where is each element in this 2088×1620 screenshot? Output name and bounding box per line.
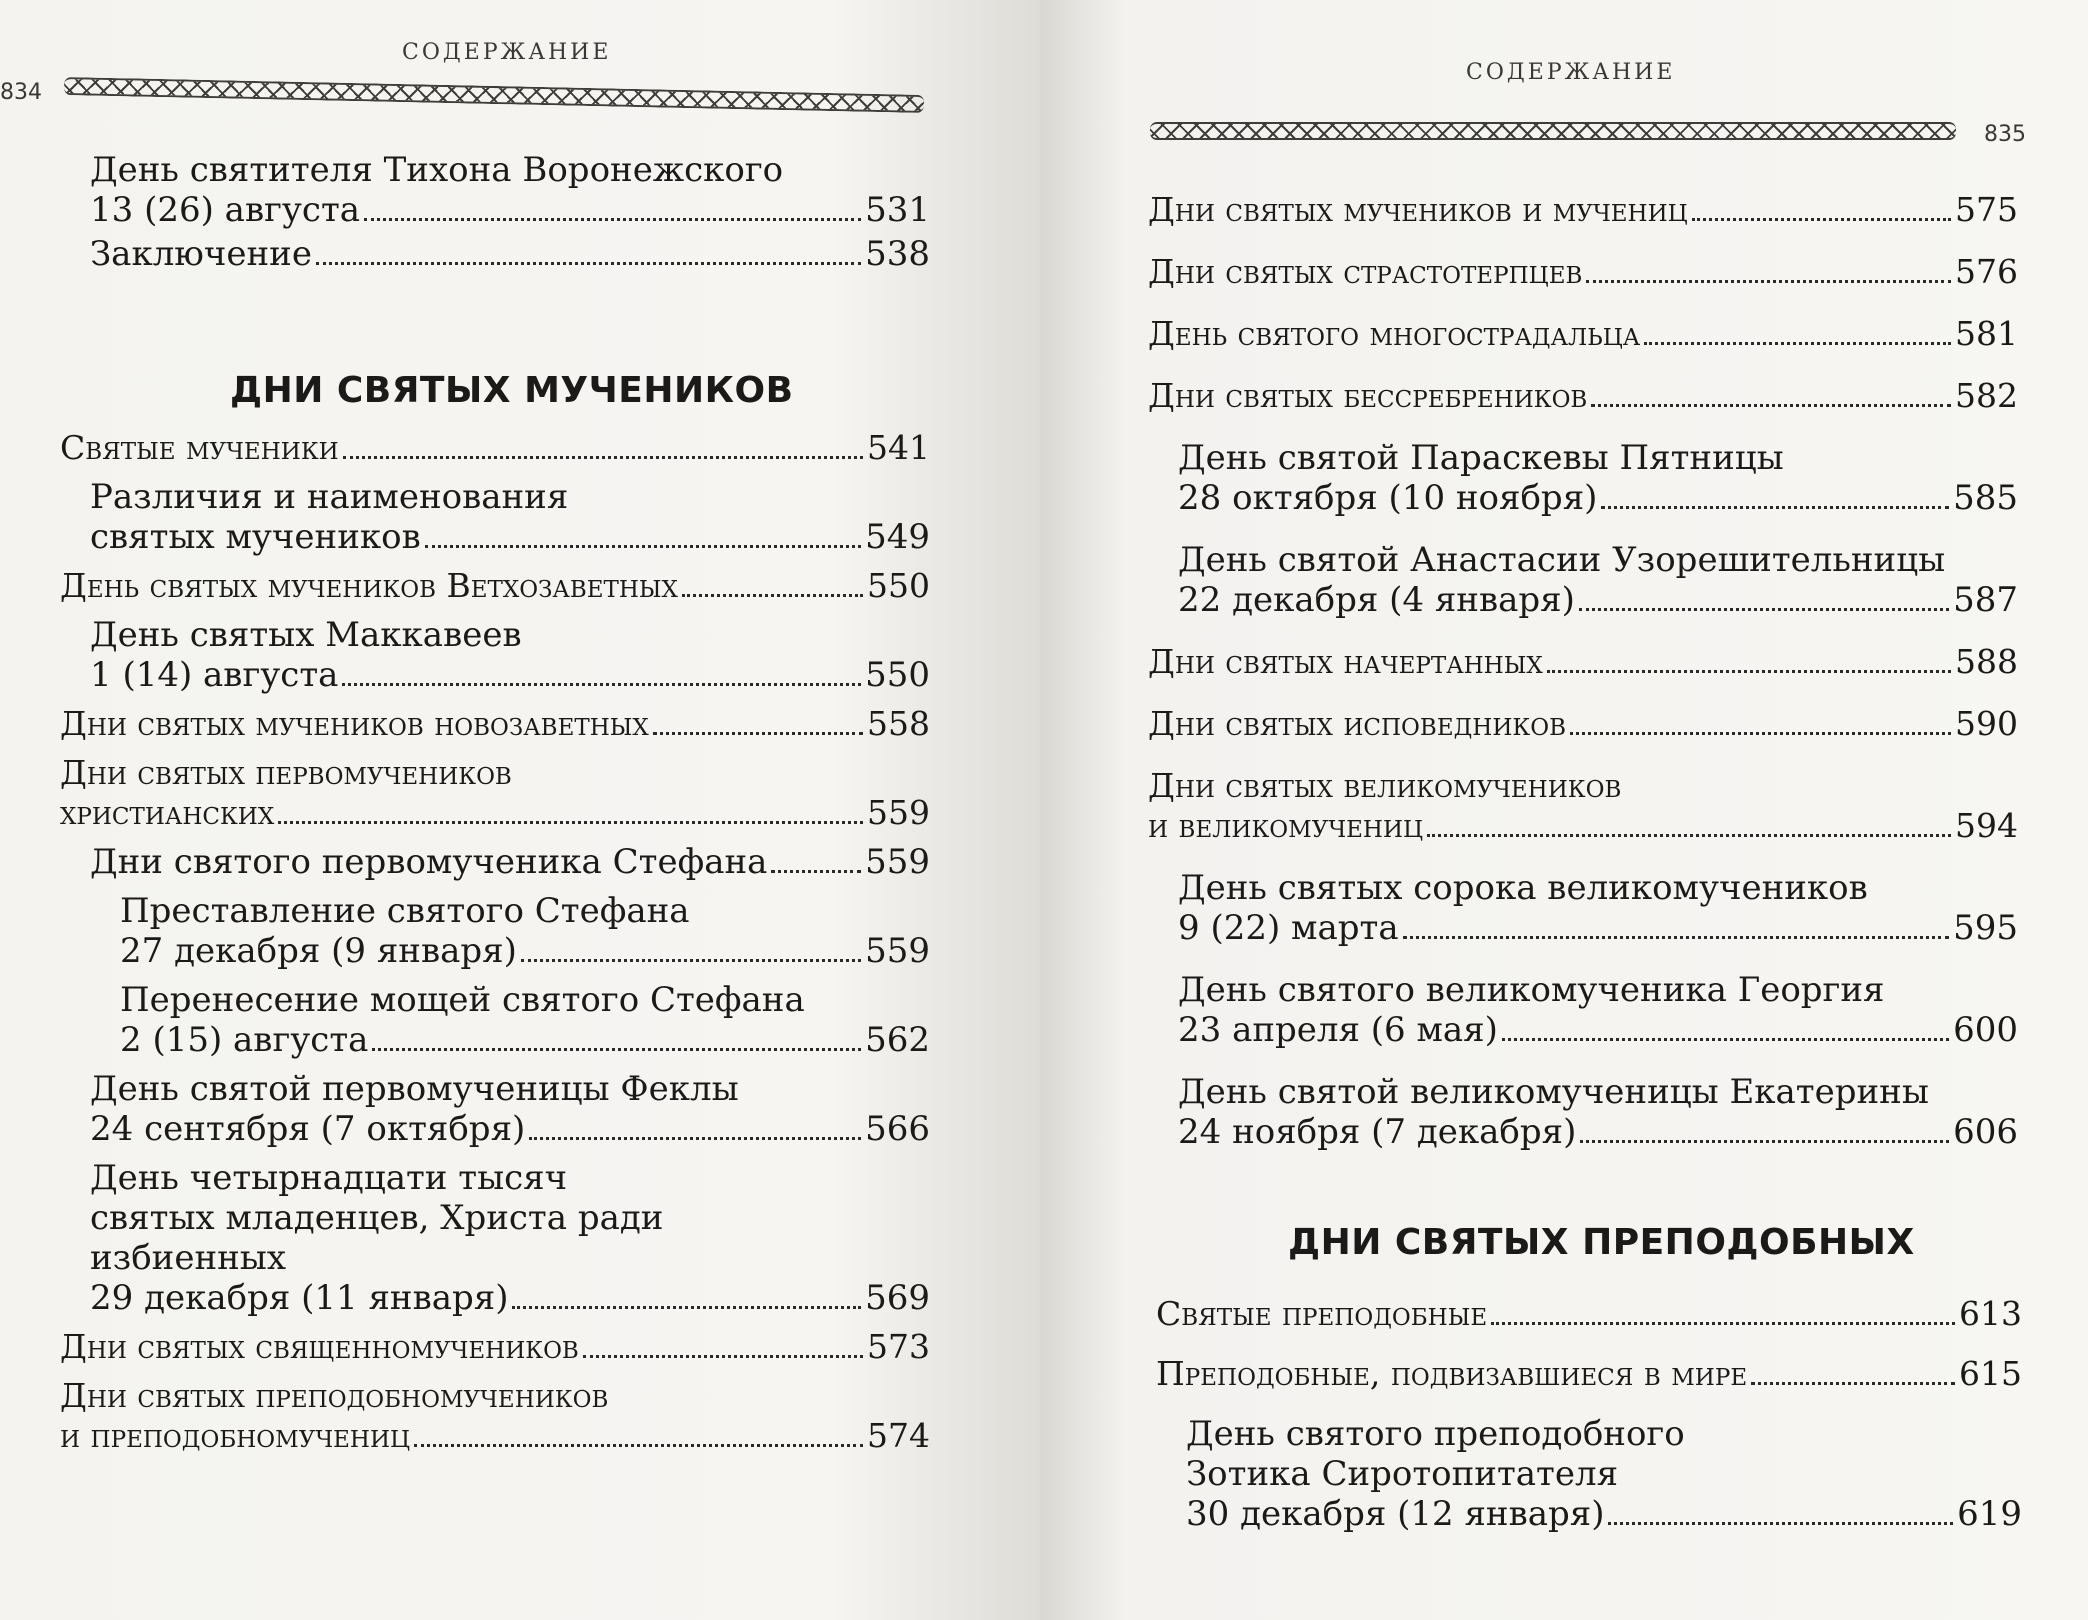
dot-leader xyxy=(1586,280,1951,283)
toc-page-number: 588 xyxy=(1955,642,2018,681)
toc-entry-line xyxy=(90,1198,930,1238)
dot-leader xyxy=(1692,218,1951,221)
toc-entry xyxy=(1148,766,2018,846)
toc-entry xyxy=(60,753,930,833)
toc-entry xyxy=(60,566,930,606)
toc-list xyxy=(1156,1294,2022,1554)
toc-entry-text: 9 (22) марта xyxy=(1178,908,1399,948)
toc-entry xyxy=(60,1327,930,1367)
toc-entry xyxy=(1178,438,2018,518)
toc-entry xyxy=(60,704,930,744)
dot-leader xyxy=(521,959,861,962)
toc-entry-line xyxy=(60,1416,930,1456)
dot-leader xyxy=(653,732,863,735)
toc-entry-line xyxy=(1156,1294,2022,1334)
toc-entry xyxy=(90,842,930,882)
toc-entry-line xyxy=(1148,766,2018,806)
dot-leader xyxy=(1502,1038,1949,1041)
toc-entry-line xyxy=(1186,1414,2022,1454)
toc-page-number: 562 xyxy=(865,1020,930,1060)
toc-entry xyxy=(90,234,930,274)
toc-page-number: 606 xyxy=(1953,1112,2018,1152)
running-head: СОДЕРЖАНИЕ xyxy=(402,40,612,65)
toc-entry-text: Дни святых мучеников новозаветных xyxy=(60,704,649,743)
toc-entry-line xyxy=(90,190,930,230)
toc-entry-text: День святителя Тихона Воронежского xyxy=(90,150,784,190)
toc-entry xyxy=(1148,252,2018,292)
toc-page-number: 594 xyxy=(1955,806,2018,845)
toc-entry xyxy=(1178,1072,2018,1152)
toc-entry-line xyxy=(90,517,930,557)
toc-page-number: 619 xyxy=(1957,1494,2022,1534)
toc-entry-text: 24 сентября (7 октября) xyxy=(90,1109,526,1149)
toc-entry-line xyxy=(1148,252,2018,292)
toc-entry xyxy=(1148,314,2018,354)
toc-entry-line xyxy=(60,1376,930,1416)
toc-entry-line xyxy=(1178,438,2018,478)
toc-entry-line xyxy=(90,477,930,517)
dot-leader xyxy=(425,545,861,548)
toc-entry-line xyxy=(1148,642,2018,682)
dot-leader xyxy=(1591,404,1951,407)
toc-entry-text: 30 декабря (12 января) xyxy=(1186,1494,1605,1534)
toc-entry-line xyxy=(1178,478,2018,518)
toc-entry-line xyxy=(120,980,930,1020)
toc-list xyxy=(60,428,930,1465)
toc-entry-text: 24 ноября (7 декабря) xyxy=(1178,1112,1577,1152)
toc-page-number: 541 xyxy=(867,428,930,467)
toc-entry-text: Различия и наименования xyxy=(90,477,569,517)
section-title: ДНИ СВЯТЫХ ПРЕПОДОБНЫХ xyxy=(1288,1222,1915,1263)
dot-leader xyxy=(583,1355,863,1358)
dot-leader xyxy=(1608,1522,1953,1525)
toc-list xyxy=(1148,190,2018,1174)
toc-page-number: 582 xyxy=(1955,376,2018,415)
dot-leader xyxy=(364,218,861,221)
toc-entry-text: 13 (26) августа xyxy=(90,190,361,230)
toc-entry-line xyxy=(90,1069,930,1109)
toc-entry-line xyxy=(120,891,930,931)
toc-entry-text: День святых Маккавеев xyxy=(90,615,522,655)
toc-entry-text: День святых сорока великомучеников xyxy=(1178,868,1868,908)
toc-entry-line xyxy=(1178,580,2018,620)
toc-entry-text: День святого преподобного xyxy=(1186,1414,1685,1454)
toc-entry xyxy=(1148,704,2018,744)
dot-leader xyxy=(414,1444,863,1447)
section-title: ДНИ СВЯТЫХ МУЧЕНИКОВ xyxy=(230,370,794,411)
toc-page-number: 615 xyxy=(1959,1354,2022,1393)
toc-entry-text: Дни святых священномучеников xyxy=(60,1327,579,1366)
toc-entry-text: христианских xyxy=(60,793,275,832)
toc-entry-text: День святого великомученика Георгия xyxy=(1178,970,1885,1010)
page-number: 834 xyxy=(0,80,42,105)
toc-page-number: 585 xyxy=(1953,478,2018,518)
toc-entry xyxy=(1148,642,2018,682)
toc-entry-line xyxy=(90,234,930,274)
dot-leader xyxy=(1570,732,1951,735)
toc-entry-line xyxy=(1178,1072,2018,1112)
toc-entry xyxy=(90,1158,930,1318)
toc-entry-text: Святые мученики xyxy=(60,428,339,467)
toc-entry-text: День святой первомученицы Феклы xyxy=(90,1069,739,1109)
toc-entry xyxy=(90,1069,930,1149)
toc-page-number: 559 xyxy=(865,931,930,971)
dot-leader xyxy=(512,1306,861,1309)
toc-entry-text: Дни святых начертанных xyxy=(1148,642,1543,681)
toc-entry-text: 1 (14) августа xyxy=(90,655,339,695)
toc-entry-line xyxy=(1148,806,2018,846)
toc-entry-line xyxy=(1178,868,2018,908)
toc-entry-line xyxy=(1148,704,2018,744)
toc-entry-line xyxy=(1186,1494,2022,1534)
dot-leader xyxy=(343,456,863,459)
toc-entry-text: Дни святого первомученика Стефана xyxy=(90,842,768,882)
toc-page-number: 549 xyxy=(865,517,930,557)
toc-entry-text: Дни святых исповедников xyxy=(1148,704,1566,743)
toc-entry xyxy=(1156,1354,2022,1394)
toc-list xyxy=(60,150,930,278)
dot-leader xyxy=(278,821,863,824)
toc-entry-line xyxy=(1178,970,2018,1010)
toc-page-number: 581 xyxy=(1955,314,2018,353)
toc-page-number: 558 xyxy=(867,704,930,743)
toc-entry-text: Дни святых великомучеников xyxy=(1148,766,1622,805)
toc-entry-line xyxy=(1156,1354,2022,1394)
dot-leader xyxy=(1601,506,1949,509)
toc-entry-text: День святой великомученицы Екатерины xyxy=(1178,1072,1929,1112)
dot-leader xyxy=(1580,1140,1949,1143)
toc-entry xyxy=(1186,1414,2022,1534)
toc-entry-text: Преставление святого Стефана xyxy=(120,891,690,931)
toc-entry-text: 28 октября (10 ноября) xyxy=(1178,478,1598,518)
toc-entry xyxy=(60,1376,930,1456)
dot-leader xyxy=(342,683,861,686)
toc-entry-line xyxy=(90,1109,930,1149)
toc-entry-text: Дни святых преподобномучеников xyxy=(60,1376,609,1415)
toc-entry xyxy=(1156,1294,2022,1334)
toc-entry xyxy=(120,980,930,1060)
dot-leader xyxy=(1547,670,1951,673)
right-page xyxy=(1040,0,2088,1620)
toc-entry-line xyxy=(120,931,930,971)
dot-leader xyxy=(372,1048,861,1051)
running-head: СОДЕРЖАНИЕ xyxy=(1466,60,1676,85)
dot-leader xyxy=(771,870,861,873)
toc-page-number: 575 xyxy=(1955,190,2018,229)
toc-entry xyxy=(60,428,930,468)
toc-entry-text: Перенесение мощей святого Стефана xyxy=(120,980,805,1020)
toc-entry-line xyxy=(60,1327,930,1367)
toc-entry-line xyxy=(60,753,930,793)
toc-entry-line xyxy=(90,150,930,190)
toc-entry-text: Заключение xyxy=(90,234,312,274)
toc-entry-line xyxy=(1178,540,2018,580)
toc-entry xyxy=(120,891,930,971)
page-number: 835 xyxy=(1984,122,2026,147)
ornament-divider xyxy=(1150,122,1956,140)
toc-entry xyxy=(1178,540,2018,620)
toc-page-number: 587 xyxy=(1953,580,2018,620)
toc-page-number: 613 xyxy=(1959,1294,2022,1333)
toc-entry xyxy=(1148,190,2018,230)
toc-entry-text: День святого многострадальца xyxy=(1148,314,1641,353)
dot-leader xyxy=(682,594,863,597)
toc-entry xyxy=(1178,868,2018,948)
toc-entry-text: День святых мучеников Ветхозаветных xyxy=(60,566,678,605)
dot-leader xyxy=(1403,936,1949,939)
toc-entry-text: святых мучеников xyxy=(90,517,421,557)
toc-entry-line xyxy=(1186,1454,2022,1494)
toc-entry-text: 23 апреля (6 мая) xyxy=(1178,1010,1498,1050)
dot-leader xyxy=(1491,1322,1955,1325)
toc-entry xyxy=(90,150,930,230)
dot-leader xyxy=(1644,342,1951,345)
toc-entry-line xyxy=(90,1238,930,1278)
left-page xyxy=(0,0,1040,1620)
toc-entry-text: День святой Параскевы Пятницы xyxy=(1178,438,1784,478)
toc-entry-text: 2 (15) августа xyxy=(120,1020,369,1060)
toc-entry xyxy=(1148,376,2018,416)
toc-entry-text: День четырнадцати тысяч xyxy=(90,1158,568,1198)
toc-entry-line xyxy=(1148,376,2018,416)
toc-entry-line xyxy=(90,615,930,655)
toc-entry-line xyxy=(90,655,930,695)
toc-entry-line xyxy=(60,428,930,468)
toc-entry xyxy=(90,615,930,695)
toc-page-number: 574 xyxy=(867,1416,930,1455)
toc-page-number: 559 xyxy=(865,842,930,882)
toc-page-number: 590 xyxy=(1955,704,2018,743)
toc-entry-line xyxy=(60,566,930,606)
dot-leader xyxy=(1751,1382,1955,1385)
toc-entry-text: Святые преподобные xyxy=(1156,1294,1488,1333)
toc-entry-text: 27 декабря (9 января) xyxy=(120,931,517,971)
toc-page-number: 595 xyxy=(1953,908,2018,948)
toc-entry-line xyxy=(1148,314,2018,354)
toc-entry-text: Дни святых бессребреников xyxy=(1148,376,1588,415)
toc-entry-text: Зотика Сиротопитателя xyxy=(1186,1454,1619,1494)
toc-entry-text: Дни святых страстотерпцев xyxy=(1148,252,1583,291)
toc-page-number: 576 xyxy=(1955,252,2018,291)
toc-entry-line xyxy=(60,793,930,833)
toc-entry-line xyxy=(90,842,930,882)
toc-entry xyxy=(1178,970,2018,1050)
toc-page-number: 531 xyxy=(865,190,930,230)
toc-page-number: 550 xyxy=(867,566,930,605)
toc-entry-text: и преподобномучениц xyxy=(60,1416,411,1455)
toc-entry-text: Дни святых мучеников и мучениц xyxy=(1148,190,1688,229)
toc-page-number: 550 xyxy=(865,655,930,695)
toc-entry-line xyxy=(1178,1010,2018,1050)
toc-entry-text: Дни святых первомучеников xyxy=(60,753,512,792)
toc-page-number: 559 xyxy=(867,793,930,832)
toc-page-number: 569 xyxy=(865,1278,930,1318)
toc-entry-text: 29 декабря (11 января) xyxy=(90,1278,509,1318)
toc-entry-line xyxy=(60,704,930,744)
toc-entry-text: День святой Анастасии Узорешительницы xyxy=(1178,540,1946,580)
dot-leader xyxy=(1579,608,1949,611)
toc-entry-line xyxy=(1178,908,2018,948)
dot-leader xyxy=(529,1137,861,1140)
toc-entry xyxy=(90,477,930,557)
toc-entry-line xyxy=(120,1020,930,1060)
toc-entry-text: святых младенцев, Христа ради xyxy=(90,1198,664,1238)
toc-entry-line xyxy=(1178,1112,2018,1152)
toc-entry-text: избиенных xyxy=(90,1238,287,1278)
ornament-divider xyxy=(64,77,924,113)
toc-page-number: 600 xyxy=(1953,1010,2018,1050)
dot-leader xyxy=(1427,834,1951,837)
toc-entry-text: и великомучениц xyxy=(1148,806,1424,845)
toc-entry-line xyxy=(1148,190,2018,230)
toc-entry-text: 22 декабря (4 января) xyxy=(1178,580,1575,620)
toc-entry-line xyxy=(90,1278,930,1318)
toc-entry-line xyxy=(90,1158,930,1198)
toc-entry-text: Преподобные, подвизавшиеся в мире xyxy=(1156,1354,1748,1393)
toc-page-number: 538 xyxy=(865,234,930,274)
toc-page-number: 566 xyxy=(865,1109,930,1149)
toc-page-number: 573 xyxy=(867,1327,930,1366)
dot-leader xyxy=(316,262,861,265)
